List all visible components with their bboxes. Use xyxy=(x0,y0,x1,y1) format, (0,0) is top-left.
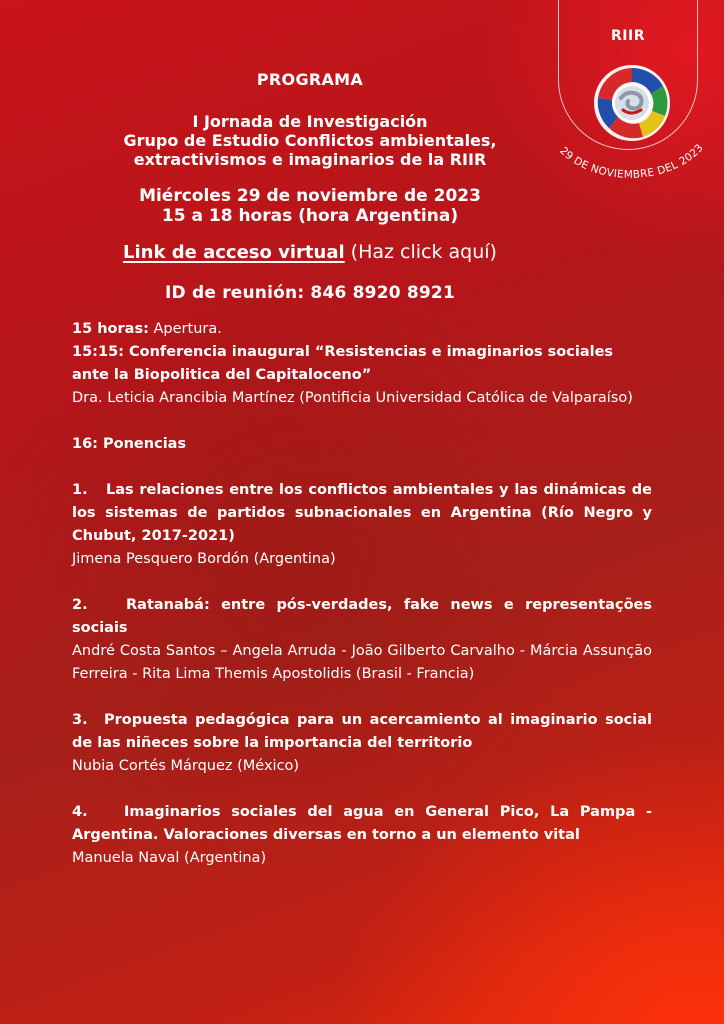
seal-brand: RIIR xyxy=(611,28,645,44)
event-date: Miércoles 29 de noviembre de 2023 xyxy=(139,186,481,206)
virtual-access-link[interactable]: Link de acceso virtual xyxy=(123,242,345,263)
opening-item xyxy=(72,318,652,341)
ponencia-authors: André Costa Santos – Angela Arruda - João Gilberto Carvalho - Márcia Assunção Ferreira - Rita Lima Themis Apostolidis (Brasil - Francia) xyxy=(72,643,652,682)
opening-time: 15 horas: xyxy=(72,321,149,337)
spacer xyxy=(72,456,652,479)
ponencia-authors: Manuela Naval (Argentina) xyxy=(72,850,267,866)
ponencia-title xyxy=(72,801,652,847)
spacer xyxy=(72,410,652,433)
event-title xyxy=(40,112,580,169)
ponencia-authors: Jimena Pesquero Bordón (Argentina) xyxy=(72,551,336,567)
event-title-line: extractivismos e imaginarios de la RIIR xyxy=(133,150,487,169)
conference-speaker: Dra. Leticia Arancibia Martínez (Pontificia Universidad Católica de Valparaíso) xyxy=(72,390,633,406)
spacer xyxy=(72,778,652,801)
ponencia-number: 4. xyxy=(72,804,88,820)
virtual-access-hint: (Haz click aquí) xyxy=(344,241,497,263)
ponencia-authors: Nubia Cortés Márquez (México) xyxy=(72,758,300,774)
program-schedule xyxy=(72,318,652,870)
event-time: 15 a 18 horas (hora Argentina) xyxy=(161,206,459,226)
event-datetime xyxy=(40,186,580,226)
spacer xyxy=(72,571,652,594)
ponencia-number: 2. xyxy=(72,597,88,613)
event-title-line: I Jornada de Investigación xyxy=(192,112,428,131)
ponencia-title-text: Ratanabá: entre pós-verdades, fake news e representações sociais xyxy=(72,597,652,636)
ponencia-title xyxy=(72,594,652,640)
event-title-line: Grupo de Estudio Conflictos ambientales, xyxy=(123,131,497,150)
seal-date-text: 29 DE NOVIEMBRE DEL 2023 xyxy=(557,141,706,181)
opening-text: Apertura. xyxy=(148,321,222,337)
ponencia-title-text: Imaginarios sociales del agua en General Pico, La Pampa - Argentina. Valoraciones diversas en torno a un elemento vital xyxy=(72,804,652,843)
virtual-access xyxy=(40,241,580,263)
ponencia-title xyxy=(72,479,652,548)
ponencia-number: 1. xyxy=(72,482,88,498)
ponencia-title-text: Las relaciones entre los conflictos ambientales y las dinámicas de los sistemas de partidos subnacionales en Argentina (Río Negro y Chubut, 2017-2021) xyxy=(72,482,652,544)
meeting-id: ID de reunión: 846 8920 8921 xyxy=(165,283,455,303)
spacer xyxy=(72,686,652,709)
program-label: PROGRAMA xyxy=(256,70,364,89)
ponencias-heading: 16: Ponencias xyxy=(72,436,187,452)
conference-heading: 15:15: Conferencia inaugural “Resistencias e imaginarios sociales ante la Biopolitica del Capitaloceno” xyxy=(72,344,614,383)
ponencia-title xyxy=(72,709,652,755)
ponencia-title-text: Propuesta pedagógica para un acercamiento al imaginario social de las niñeces sobre la importancia del territorio xyxy=(72,712,652,751)
ponencia-number: 3. xyxy=(72,712,88,728)
